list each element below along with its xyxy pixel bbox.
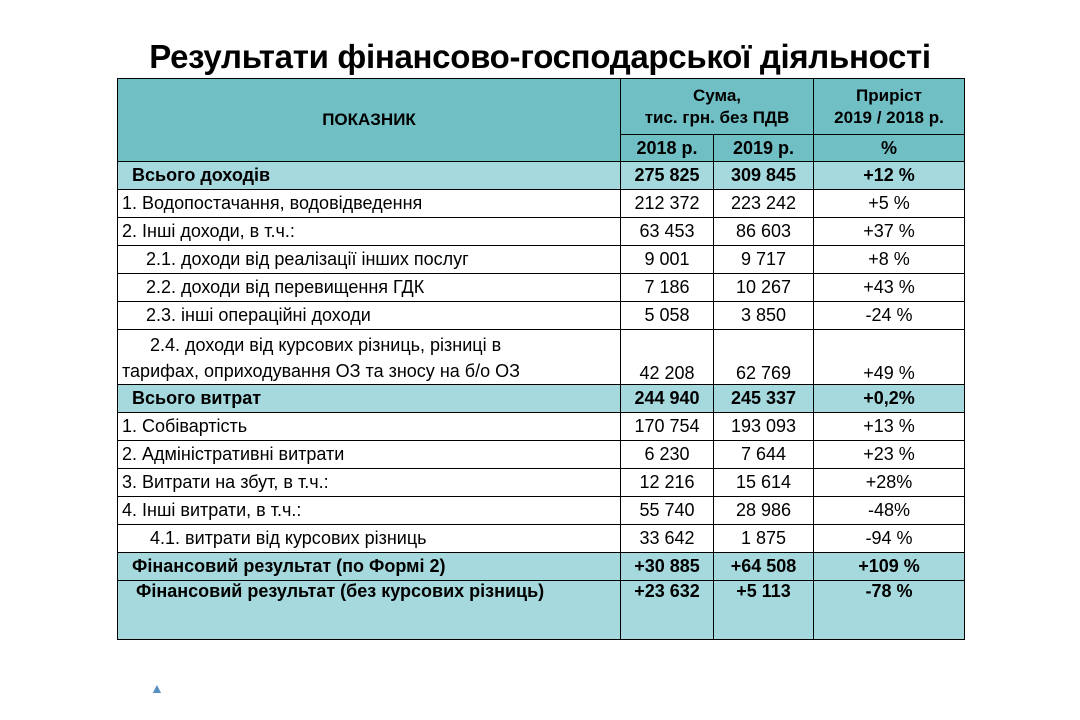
table-row [118, 469, 965, 497]
growth-value: +28% [814, 469, 965, 497]
value-2019: 9 717 [714, 246, 814, 274]
row-label: 4.1. витрати від курсових різниць [118, 525, 621, 553]
value-2019: 245 337 [714, 385, 814, 413]
row-label: 2. Адміністративні витрати [118, 441, 621, 469]
growth-header [814, 79, 965, 135]
value-2019: 15 614 [714, 469, 814, 497]
sum-header-line2: тис. грн. без ПДВ [644, 107, 790, 127]
value-2018: 7 186 [621, 274, 714, 302]
value-2018: +23 632 [621, 581, 714, 640]
table-row [118, 330, 965, 385]
value-2018: 5 058 [621, 302, 714, 330]
value-2019: 3 850 [714, 302, 814, 330]
row-label: Фінансовий результат (по Формі 2) [118, 553, 621, 581]
row-label: 2.1. доходи від реалізації інших послуг [118, 246, 621, 274]
decorative-mark-icon: ▲ [150, 680, 164, 696]
value-2019: 1 875 [714, 525, 814, 553]
growth-header-line2: 2019 / 2018 р. [834, 107, 944, 127]
value-2018: 63 453 [621, 218, 714, 246]
row-label: 1. Водопостачання, водовідведення [118, 190, 621, 218]
growth-value: +49 % [814, 330, 965, 385]
value-2018: 42 208 [621, 330, 714, 385]
row-label: Всього доходів [118, 162, 621, 190]
row-label: 2. Інші доходи, в т.ч.: [118, 218, 621, 246]
value-2019: +64 508 [714, 553, 814, 581]
year-2018-header: 2018 р. [621, 135, 714, 162]
value-2019: 86 603 [714, 218, 814, 246]
value-2018: 275 825 [621, 162, 714, 190]
table-row [118, 302, 965, 330]
growth-value: -24 % [814, 302, 965, 330]
table-row [118, 274, 965, 302]
year-2019-header: 2019 р. [714, 135, 814, 162]
row-label: 3. Витрати на збут, в т.ч.: [118, 469, 621, 497]
value-2018: 244 940 [621, 385, 714, 413]
growth-value: -78 % [814, 581, 965, 640]
table-row [118, 246, 965, 274]
table-row [118, 190, 965, 218]
row-label: Всього витрат [118, 385, 621, 413]
table-row-financial-result [118, 553, 965, 581]
value-2019: +5 113 [714, 581, 814, 640]
growth-value: +12 % [814, 162, 965, 190]
growth-value: +23 % [814, 441, 965, 469]
table-row-total-expenses [118, 385, 965, 413]
table-row [118, 441, 965, 469]
table-row [118, 413, 965, 441]
table-row [118, 497, 965, 525]
growth-header-line1: Приріст [856, 85, 922, 105]
value-2019: 193 093 [714, 413, 814, 441]
row-label: 1. Собівартість [118, 413, 621, 441]
growth-value: +8 % [814, 246, 965, 274]
row-label: 2.3. інші операційні доходи [118, 302, 621, 330]
growth-value: +109 % [814, 553, 965, 581]
value-2018: +30 885 [621, 553, 714, 581]
sum-header [621, 79, 814, 135]
value-2018: 6 230 [621, 441, 714, 469]
row-label [118, 330, 621, 385]
growth-value: -48% [814, 497, 965, 525]
indicator-header: ПОКАЗНИК [118, 79, 621, 162]
page-title: Результати фінансово-господарської діяльності [149, 38, 931, 75]
value-2019: 309 845 [714, 162, 814, 190]
value-2018: 170 754 [621, 413, 714, 441]
growth-value: +43 % [814, 274, 965, 302]
table-row [118, 218, 965, 246]
value-2019: 7 644 [714, 441, 814, 469]
growth-value: +37 % [814, 218, 965, 246]
table-row-total-income [118, 162, 965, 190]
value-2018: 12 216 [621, 469, 714, 497]
financial-results-table [117, 78, 965, 640]
sum-header-line1: Сума, [692, 85, 742, 105]
value-2018: 9 001 [621, 246, 714, 274]
value-2019: 223 242 [714, 190, 814, 218]
table-row-financial-result-net [118, 581, 965, 640]
row-label: 2.2. доходи від перевищення ГДК [118, 274, 621, 302]
value-2018: 33 642 [621, 525, 714, 553]
value-2018: 55 740 [621, 497, 714, 525]
row-label: 4. Інші витрати, в т.ч.: [118, 497, 621, 525]
value-2019: 28 986 [714, 497, 814, 525]
row-label-line1: 2.4. доходи від курсових різниць, різниці в [150, 335, 502, 355]
percent-unit-header: % [814, 135, 965, 162]
growth-value: +13 % [814, 413, 965, 441]
row-label-line2: тарифах, оприходування ОЗ та зносу на б/о ОЗ [122, 361, 520, 381]
header-row [118, 79, 965, 135]
growth-value: +5 % [814, 190, 965, 218]
value-2018: 212 372 [621, 190, 714, 218]
growth-value: +0,2% [814, 385, 965, 413]
row-label: Фінансовий результат (без курсових різниць) [118, 581, 621, 640]
value-2019: 10 267 [714, 274, 814, 302]
value-2019: 62 769 [714, 330, 814, 385]
table-row [118, 525, 965, 553]
growth-value: -94 % [814, 525, 965, 553]
